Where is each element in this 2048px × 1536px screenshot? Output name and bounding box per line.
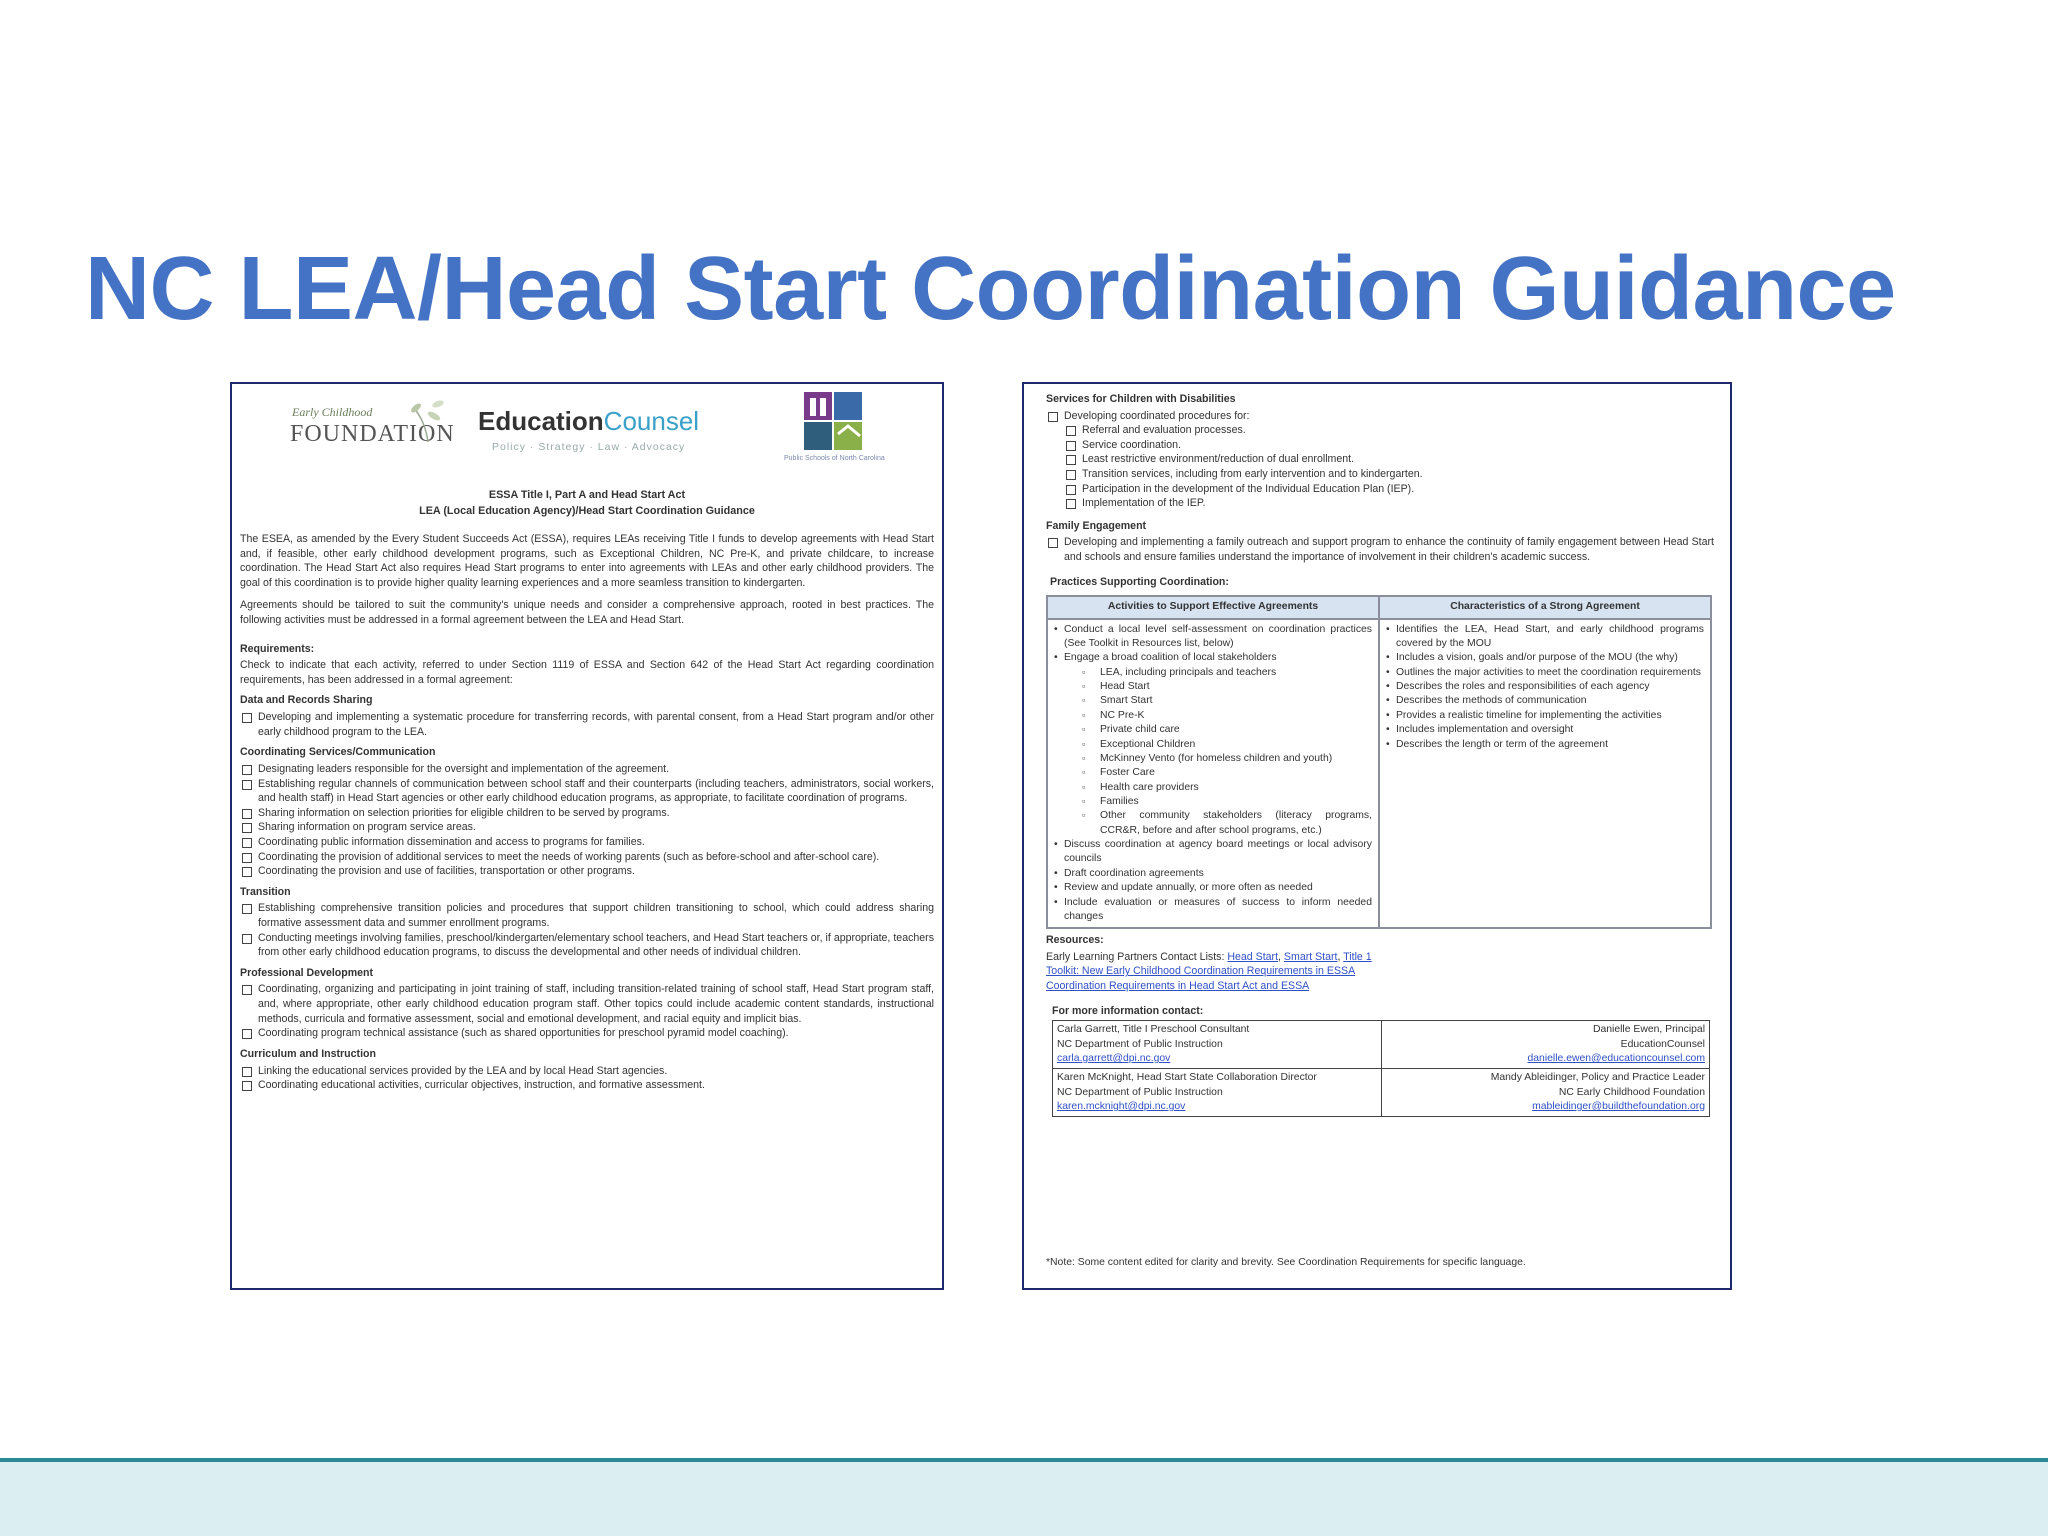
activities-cell (1047, 619, 1379, 929)
educationcounsel-logo (478, 404, 728, 454)
leaf-icon (408, 398, 448, 444)
dpi-emblem-icon (802, 390, 866, 452)
section-heading: Coordinating Services/Communication (240, 746, 436, 759)
resources-label: Early Learning Partners Contact Lists: (1046, 950, 1225, 963)
checklist-item[interactable]: Designating leaders responsible for the oversight and implementation of the agreement. (240, 762, 934, 777)
contact-name: Carla Garrett, Title I Preschool Consultant (1057, 1024, 1250, 1036)
stakeholder-item: ▫ Exceptional Children (1054, 738, 1372, 752)
practices-table (1046, 595, 1712, 929)
checklist-subitem[interactable]: Transition services, including from early intervention and to kindergarten. (1064, 467, 1714, 482)
link-toolkit[interactable]: Toolkit: New Early Childhood Coordination Requirements in ESSA (1046, 965, 1356, 978)
checklist-subitem[interactable]: Service coordination. (1064, 438, 1714, 453)
characteristics-cell (1379, 619, 1711, 929)
checklist-item[interactable]: Conducting meetings involving families, preschool/kindergarten/elementary school teachers, and Head Start teachers or, if appropriate, teachers from other early childhood education programs, to discuss the developmental and other needs of individual children. (240, 931, 934, 960)
activity-bullet: • Draft coordination agreements (1054, 867, 1372, 881)
checklist-item[interactable]: Establishing regular channels of communication between school staff and their counterparts (including teachers, administrators, social workers, and health staff) in Head Start agencies or other early childhood education programs, as appropriate, to facilitate coordination of programs. (240, 777, 934, 806)
link-coordination-requirements[interactable]: Coordination Requirements in Head Start Act and ESSA (1046, 980, 1310, 993)
early-childhood-foundation-logo (290, 404, 460, 454)
characteristic-bullet: • Includes a vision, goals and/or purpose of the MOU (the why) (1386, 651, 1704, 665)
page2-body (1046, 392, 1714, 1117)
characteristic-bullet: • Describes the length or term of the agreement (1386, 738, 1704, 752)
stakeholder-item: ▫ Private child care (1054, 723, 1372, 737)
requirements-text: Check to indicate that each activity, referred to under Section 1119 of ESSA and Section 642 of the Head Start Act regarding coordination requirements, has been addressed in a formal agreement: (240, 659, 934, 686)
contact-cell (1053, 1069, 1382, 1117)
contact-org: EducationCounsel (1620, 1038, 1705, 1050)
link-title-1[interactable]: Title 1 (1343, 950, 1372, 963)
contact-cell (1053, 1021, 1382, 1069)
characteristic-bullet: • Describes the roles and responsibilities of each agency (1386, 680, 1704, 694)
contacts-table (1052, 1020, 1710, 1117)
document-page-1 (230, 382, 944, 1290)
ec-logo-bold: Education (478, 406, 604, 436)
section-heading: Transition (240, 885, 291, 898)
resources-line: Early Learning Partners Contact Lists: Head Start, Smart Start, Title 1 (1046, 950, 1372, 963)
link-head-start[interactable]: Head Start (1227, 950, 1279, 963)
checklist-item[interactable]: Coordinating program technical assistance (such as shared opportunities for preschool pyramid model coaching). (240, 1026, 934, 1041)
contact-email[interactable]: karen.mcknight@dpi.nc.gov (1057, 1101, 1186, 1113)
slide-title: NC LEA/Head Start Coordination Guidance (85, 239, 1896, 339)
doc-title-line-1: ESSA Title I, Part A and Head Start Act (488, 489, 686, 501)
doc-title-line-2: LEA (Local Education Agency)/Head Start Coordination Guidance (419, 505, 755, 517)
checklist-item[interactable]: Coordinating, organizing and participating in joint training of staff, including transition-related training of school staff, Head Start program staff, and, where appropriate, other early childhood education program staff. Other topics could include academic content standards, instructional methods, curricula and formative assessment, social and emotional development, and racial equity and implicit bias. (240, 982, 934, 1026)
checklist-subitem[interactable]: Referral and evaluation processes. (1064, 423, 1714, 438)
checklist-item[interactable]: Coordinating public information dissemination and access to programs for families. (240, 835, 934, 850)
section-heading: Data and Records Sharing (240, 694, 373, 707)
family-engagement-heading: Family Engagement (1046, 519, 1147, 532)
activity-bullet: • Include evaluation or measures of success to inform needed changes (1054, 896, 1372, 925)
ec-logo-light: Counsel (603, 406, 700, 436)
ecf-logo-big-text: FOUNDATION (290, 421, 455, 447)
stakeholder-item: ▫ Health care providers (1054, 781, 1372, 795)
dpi-logo (784, 390, 892, 474)
stakeholder-item: ▫ LEA, including principals and teachers (1054, 666, 1372, 680)
characteristic-bullet: • Includes implementation and oversight (1386, 723, 1704, 737)
link-smart-start[interactable]: Smart Start (1283, 950, 1338, 963)
contact-name: Danielle Ewen, Principal (1592, 1024, 1705, 1036)
page1-body (240, 532, 934, 1093)
section-heading: Curriculum and Instruction (240, 1047, 376, 1060)
ecf-logo-small-text: Early Childhood (292, 405, 373, 419)
stakeholder-item: ▫ McKinney Vento (for homeless children and youth) (1054, 752, 1372, 766)
contact-org: NC Department of Public Instruction (1057, 1038, 1223, 1050)
contact-cell (1381, 1069, 1710, 1117)
activity-bullet: • Discuss coordination at agency board meetings or local advisory councils (1054, 838, 1372, 867)
contact-org: NC Early Childhood Foundation (1558, 1086, 1705, 1098)
checklist-item[interactable]: Coordinating the provision of additional services to meet the needs of working parents (such as before-school and after-school care). (240, 850, 934, 865)
checklist-item[interactable]: Coordinating the provision and use of facilities, transportation or other programs. (240, 864, 934, 879)
contact-name: Karen McKnight, Head Start State Collaboration Director (1057, 1072, 1317, 1084)
stakeholder-item: ▫ Families (1054, 795, 1372, 809)
stakeholder-item: ▫ Other community stakeholders (literacy programs, CCR&R, before and after school programs, etc.) (1054, 809, 1372, 838)
footer-band (0, 1458, 2048, 1536)
checklist-item[interactable]: Developing and implementing a family outreach and support program to enhance the continuity of family engagement between Head Start and schools and ensure families understand the importance of involvement in their children's academic success. (1046, 535, 1714, 564)
document-page-2 (1022, 382, 1732, 1290)
characteristic-bullet: • Identifies the LEA, Head Start, and early childhood programs covered by the MOU (1386, 623, 1704, 652)
contact-cell (1381, 1021, 1710, 1069)
contact-heading: For more information contact: (1052, 1004, 1204, 1017)
checklist-item[interactable]: Developing coordinated procedures for: (1046, 409, 1714, 424)
checklist-item[interactable]: Sharing information on selection priorities for eligible children to be served by programs. (240, 806, 934, 821)
footnote: *Note: Some content edited for clarity and brevity. See Coordination Requirements for specific language. (1046, 1257, 1526, 1268)
checklist-item[interactable]: Sharing information on program service areas. (240, 820, 934, 835)
requirements-heading: Requirements: (240, 642, 315, 655)
stakeholder-item: ▫ Foster Care (1054, 766, 1372, 780)
characteristic-bullet: • Outlines the major activities to meet the coordination requirements (1386, 666, 1704, 680)
logo-row (290, 390, 890, 474)
characteristic-bullet: • Describes the methods of communication (1386, 694, 1704, 708)
table-header-characteristics: Characteristics of a Strong Agreement (1379, 596, 1711, 618)
checklist-item[interactable]: Developing and implementing a systematic procedure for transferring records, with parental consent, from a Head Start program and/or other early childhood program to the LEA. (240, 710, 934, 739)
activity-bullet: • Review and update annually, or more often as needed (1054, 881, 1372, 895)
intro-paragraph-2: Agreements should be tailored to suit the community's unique needs and consider a comprehensive approach, rooted in best practices. The following activities must be addressed in a formal agreement between the LEA and Head Start. (240, 599, 934, 627)
checklist-subitem[interactable]: Least restrictive environment/reduction of dual enrollment. (1064, 452, 1714, 467)
disabilities-heading: Services for Children with Disabilities (1046, 393, 1236, 405)
contact-email[interactable]: danielle.ewen@educationcounsel.com (1527, 1052, 1705, 1064)
contact-name: Mandy Ableidinger, Policy and Practice Leader (1490, 1072, 1705, 1084)
characteristic-bullet: • Provides a realistic timeline for implementing the activities (1386, 709, 1704, 723)
checklist-subitem[interactable]: Implementation of the IEP. (1064, 496, 1714, 511)
stakeholder-item: ▫ Head Start (1054, 680, 1372, 694)
contact-org: NC Department of Public Instruction (1057, 1086, 1223, 1098)
activity-bullet: • Engage a broad coalition of local stakeholders (1054, 651, 1372, 665)
table-header-activities: Activities to Support Effective Agreements (1047, 596, 1379, 618)
activity-bullet: • Conduct a local level self-assessment on coordination practices (See Toolkit in Resources list, below) (1054, 623, 1372, 652)
stakeholder-item: ▫ NC Pre-K (1054, 709, 1372, 723)
contact-email[interactable]: mableidinger@buildthefoundation.org (1532, 1101, 1705, 1113)
stakeholder-item: ▫ Smart Start (1054, 694, 1372, 708)
resources-heading: Resources: (1046, 934, 1104, 947)
checklist-item[interactable]: Linking the educational services provided by the LEA and by local Head Start agencies. (240, 1064, 934, 1079)
checklist-item[interactable]: Coordinating educational activities, curricular objectives, instruction, and formative assessment. (240, 1078, 934, 1093)
ec-tagline: Policy · Strategy · Law · Advocacy (492, 440, 686, 453)
dpi-caption: Public Schools of North Carolina (784, 455, 885, 462)
practices-heading: Practices Supporting Coordination: (1050, 575, 1229, 588)
contact-email[interactable]: carla.garrett@dpi.nc.gov (1057, 1052, 1171, 1064)
intro-paragraph-1: The ESEA, as amended by the Every Student Succeeds Act (ESSA), requires LEAs receiving Title I funds to develop agreements with Head Start and, if feasible, other early childhood development programs, such as Exceptional Children, NC Pre-K, and private childcare, to increase coordination. The Head Start Act also requires Head Start programs to enter into agreements with LEAs and other early childhood providers. The goal of this coordination is to provide higher quality learning experiences and a more seamless transition to kindergarten. (240, 533, 934, 589)
section-heading: Professional Development (240, 966, 374, 979)
checklist-subitem[interactable]: Participation in the development of the Individual Education Plan (IEP). (1064, 482, 1714, 497)
checklist-item[interactable]: Establishing comprehensive transition policies and procedures that support children transitioning to school, which could address sharing formative assessment data and summer enrollment programs. (240, 901, 934, 930)
